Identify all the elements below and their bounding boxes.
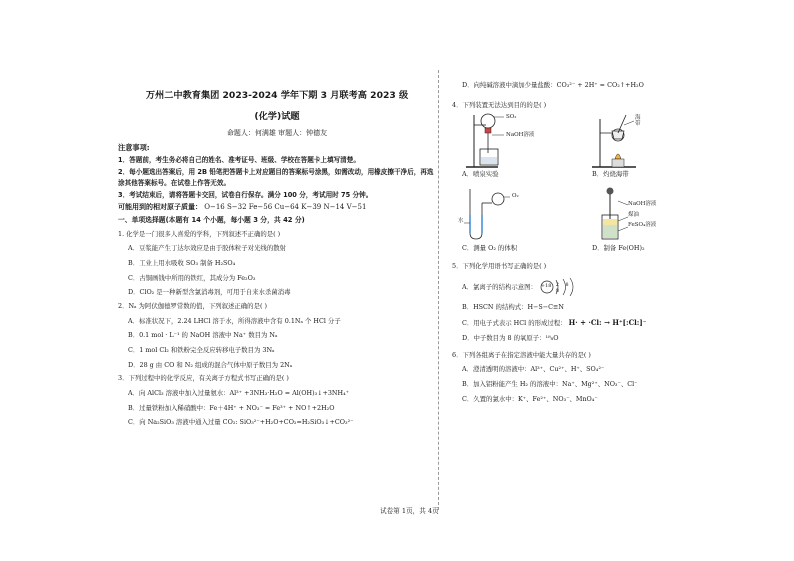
label-water: 水 <box>458 218 464 225</box>
gas-measure-apparatus-drawing <box>458 185 588 245</box>
apparatus-a <box>458 111 588 171</box>
notice-item: 1．答题前，考生务必将自己的姓名、准考证号、班级、学校在答题卡上填写清楚。 <box>118 156 360 165</box>
label-feso4: FeSO₄溶液 <box>628 222 657 229</box>
q4-option-d: D．制备 Fe(OH)₂ <box>592 244 645 253</box>
chloride-ion-diagram <box>539 277 579 297</box>
apparatus-row-1 <box>458 111 752 171</box>
notice-item: 2．每小题选出答案后，用 2B 铅笔把答题卡上对应题目的答案标号涂黑，如需改动，用橡皮擦干净后，再选涂其他答案标号。在试卷上作答无效。 <box>118 168 434 187</box>
crucible-apparatus-drawing <box>588 111 718 171</box>
apparatus-caption-row-2 <box>462 245 752 253</box>
shell-electrons: 2 8 8 <box>555 283 572 295</box>
q1-option-a: A．豆浆能产生丁达尔效应是由于胶体粒子对光线的散射 <box>128 244 286 253</box>
exam-title: 万州二中教育集团 2023-2024 学年下期 3 月联考高 2023 级 <box>145 90 409 101</box>
question-4-stem: 4．下列装置无法达到目的的是( ) <box>452 100 547 109</box>
question-5-stem: 5．下列化学用语书写正确的是( ) <box>452 261 547 270</box>
authors: 命题人：何满雄 审题人：钟德友 <box>226 129 328 138</box>
q2-option-b: B．0.1 mol · L⁻¹ 的 NaOH 溶液中 Na⁺ 数目为 Nₐ <box>128 331 278 340</box>
q1-option-c: C．古铜画钱中所用的铁红，其成分为 Fe₂O₃ <box>128 273 256 282</box>
hcl-electron-formula: H· + ·Cl: → H⁺[:Cl:]⁻ <box>568 318 647 328</box>
q5-option-c-row <box>462 319 752 328</box>
question-6-stem: 6．下列各组离子在指定溶液中能大量共存的是( ) <box>452 350 591 359</box>
q3-option-d: D．向纯碱溶液中滴加少量盐酸：CO₃²⁻ + 2H⁺ = CO₂↑+H₂O <box>462 81 644 89</box>
q5-option-b: B．HSCN 的结构式：H−S−C≡N <box>462 303 565 312</box>
q4-option-b: B．灼烧海带 <box>592 170 629 179</box>
q5-option-c: C．用电子式表示 HCl 的形成过程： <box>462 319 567 328</box>
atomic-masses <box>118 203 436 211</box>
nucleus-label: +18 <box>540 283 552 290</box>
q2-option-c: C．1 mol Cl₂ 和铁粉完全反应转移电子数目为 3Nₐ <box>128 346 275 355</box>
q6-option-c: C．久置的氯水中：K⁺、Fe²⁺、NO₃⁻、MnO₄⁻ <box>462 394 598 403</box>
apparatus-c <box>458 185 588 245</box>
q3-option-c: C．向 Na₂SiO₃ 溶液中通入过量 CO₂: SiO₃²⁻+H₂O+CO₂=H₂SiO₃↓+CO₃²⁻ <box>128 418 354 427</box>
q1-option-b: B．工业上用水吸收 SO₃ 制备 H₂SO₄ <box>128 258 236 267</box>
feoh2-apparatus-drawing <box>588 185 718 245</box>
label-so2: SO₂ <box>506 114 517 121</box>
atomic-masses-label: 可能用到的相对原子质量： <box>118 202 202 211</box>
right-column <box>452 82 752 403</box>
q6-option-b: B．加入铝粉能产生 H₂ 的溶液中：Na⁺、Mg²⁺、NO₃⁻、Cl⁻ <box>462 379 638 388</box>
q4-option-c: C．测量 O₂ 的体积 <box>462 244 518 253</box>
label-naoh-2: NaOH溶液 <box>628 201 657 208</box>
apparatus-caption-row-1 <box>462 171 752 179</box>
q3-option-a: A．向 AlCl₃ 溶液中加入过量氨水：Al³⁺ +3NH₃·H₂O = Al(OH)₃↓+3NH₄⁺ <box>128 389 350 398</box>
section-heading: 一、单项选择题(本题有 14 个小题，每小题 3 分，共 42 分) <box>118 216 305 225</box>
label-haidai: 海带 <box>635 115 641 128</box>
q5-option-a-row <box>462 277 752 297</box>
fountain-apparatus-drawing <box>458 111 588 171</box>
notice-heading: 注意事项: <box>118 143 150 153</box>
question-3-stem: 3．下列过程中的化学反应，有关离子方程式书写正确的是( ) <box>118 374 289 383</box>
label-naoh: NaOH溶液 <box>506 132 535 139</box>
label-o2: O₂ <box>512 193 519 200</box>
page-footer: 试卷第 1页，共 4页 <box>380 507 439 515</box>
exam-subtitle: (化学)试题 <box>254 111 300 123</box>
apparatus-d <box>588 185 718 245</box>
q5-option-a: A．氯离子的结构示意图： <box>462 282 537 291</box>
q3-option-b: B．过量铁粉加入稀硝酸中：Fe＋4H⁺ + NO₃⁻ = Fe³⁺ + NO↑+2H₂O <box>128 403 335 412</box>
apparatus-b <box>588 111 718 171</box>
question-1-stem: 1. 化学是一门很多人喜爱的学科，下列叙述不正确的是( ) <box>118 229 281 238</box>
q4-option-a: A．喷泉实验 <box>462 170 499 179</box>
q1-option-d: D．ClO₂ 是一种新型含氯消毒剂，可用于自来水杀菌消毒 <box>128 288 291 297</box>
q2-option-a: A．标准状况下，2.24 LHCl 溶于水，所得溶液中含有 0.1Nₐ 个 HCl 分子 <box>128 316 341 325</box>
label-meiyou: 煤油 <box>628 212 640 219</box>
column-divider <box>438 70 439 510</box>
notice-item: 3．考试结束后，请将答题卡交回，试卷自行保存。满分 100 分，考试用时 75 分钟。 <box>118 190 373 199</box>
left-column <box>118 80 436 427</box>
q5-option-d: D．中子数目为 8 的氧原子：¹⁸₈O <box>462 333 559 342</box>
q2-option-d: D．28 g 由 CO 和 N₂ 组成的混合气体中原子数目为 2Nₐ <box>128 360 293 369</box>
q6-option-a: A．澄清透明的溶液中：Al³⁺、Cu²⁺、H⁺、SO₄²⁻ <box>462 365 605 374</box>
question-2-stem: 2．Nₐ 为阿伏伽德罗常数的值，下列叙述正确的是( ) <box>118 301 267 310</box>
atomic-masses-values: O−16 S−32 Fe−56 Cu−64 K−39 N−14 V−51 <box>204 202 367 211</box>
apparatus-row-2 <box>458 185 752 245</box>
